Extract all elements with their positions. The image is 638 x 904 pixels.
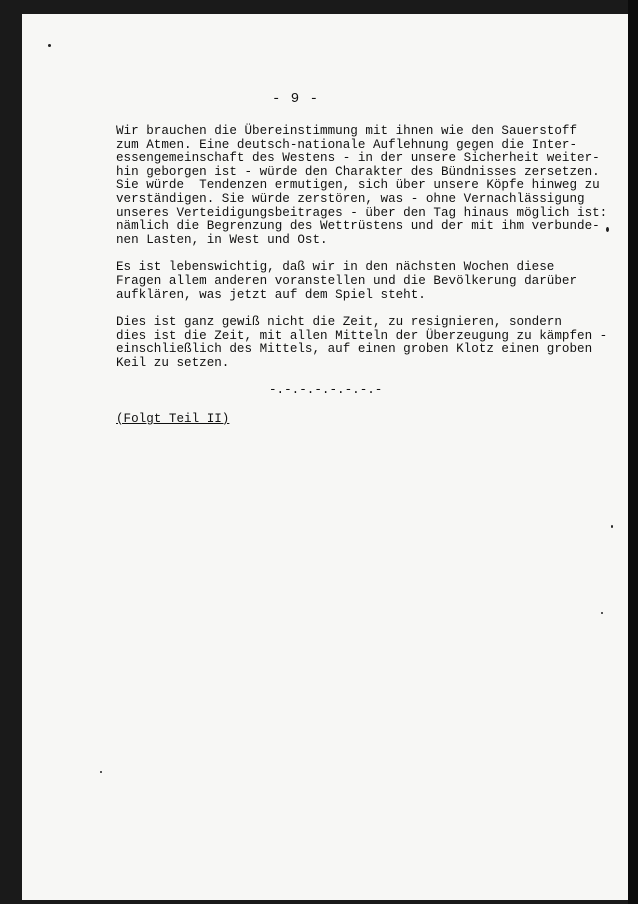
- text-line: dies ist die Zeit, mit allen Mitteln der Überzeugung zu kämpfen -: [116, 328, 608, 343]
- text-line: aufklären, was jetzt auf dem Spiel steht.: [116, 287, 426, 302]
- text-line: Dies ist ganz gewiß nicht die Zeit, zu resignieren, sondern: [116, 315, 562, 330]
- text-line: Sie würde Tendenzen ermutigen, sich über unsere Köpfe hinweg zu: [116, 178, 600, 193]
- scan-speck: [100, 771, 102, 773]
- page-number: - 9 -: [272, 91, 320, 107]
- text-line: essengemeinschaft des Westens - in der unsere Sicherheit weiter-: [116, 151, 600, 166]
- scan-speck: [611, 525, 613, 528]
- paragraph-3: [116, 315, 608, 370]
- text-line: zum Atmen. Eine deutsch-nationale Auflehnung gegen die Inter-: [116, 137, 578, 152]
- text-line: einschließlich des Mittels, auf einen groben Klotz einen groben: [116, 342, 593, 357]
- text-line: unseres Verteidigungsbeitrages - über den Tag hinaus möglich ist:: [116, 205, 608, 220]
- text-line: Es ist lebenswichtig, daß wir in den nächsten Wochen diese: [116, 260, 555, 275]
- paragraph-gap: [116, 247, 600, 261]
- paragraph-2: [116, 261, 600, 302]
- scan-edge-shadow: [628, 0, 638, 904]
- text-line: Keil zu setzen.: [116, 355, 230, 370]
- text-line: nämlich die Begrenzung des Wettrüstens und der mit ihm verbunde-: [116, 219, 600, 234]
- text-line: verständigen. Sie würde zerstören, was - ohne Vernachlässigung: [116, 191, 585, 206]
- section-separator: -.-.-.-.-.-.-.-: [269, 383, 383, 397]
- text-line: Wir brauchen die Übereinstimmung mit ihnen wie den Sauerstoff: [116, 124, 578, 138]
- text-line: hin geborgen ist - würde den Charakter des Bündnisses zersetzen.: [116, 164, 600, 179]
- paragraph-1: [116, 124, 608, 247]
- paragraph-gap: [116, 302, 600, 316]
- text-line: Fragen allem anderen voranstellen und die Bevölkerung darüber: [116, 273, 578, 288]
- scan-speck: [601, 612, 603, 614]
- text-line: nen Lasten, in West und Ost.: [116, 232, 328, 247]
- continuation-note: (Folgt Teil II): [116, 412, 230, 426]
- body-text: [116, 124, 608, 371]
- scan-speck: [606, 227, 609, 232]
- scan-speck: [48, 44, 51, 47]
